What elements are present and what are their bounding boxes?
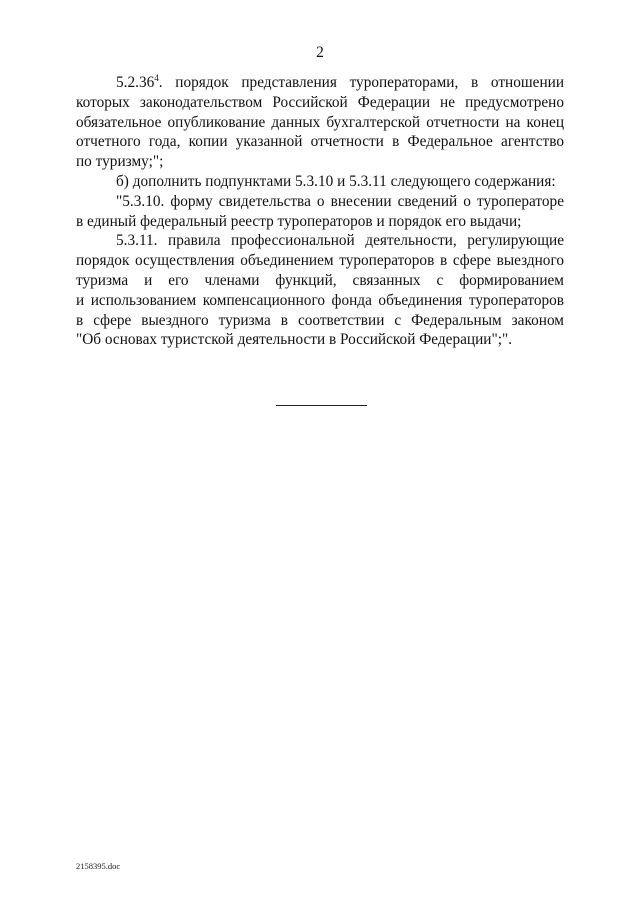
paragraph-line: обязательное опубликование данных бухгалтерской отчетности на конец — [76, 113, 564, 131]
paragraph-line: по туризму;"; — [76, 153, 164, 171]
paragraph-line: порядок осуществления объединением туроператоров в сфере выездного — [76, 252, 564, 270]
paragraph-line: которых законодательством Российской Федерации не предусмотрено — [76, 93, 564, 111]
item-superscript: 4 — [154, 72, 159, 83]
paragraph-5-3-11 — [76, 231, 564, 350]
paragraph-5-3-10 — [76, 192, 564, 232]
paragraph-text: . порядок представления туроператорами, в отношении — [158, 74, 564, 91]
paragraph-line: и использованием компенсационного фонда объединения туроператоров — [76, 291, 564, 309]
item-number: 5.2.36 — [116, 74, 155, 91]
paragraph-line: 5.3.11. правила профессиональной деятельности, регулирующие — [116, 232, 564, 250]
paragraph-line: "Об основах туристской деятельности в Российской Федерации";". — [76, 331, 513, 349]
paragraph-line: туризма и его членами функций, связанных с формированием — [76, 271, 564, 289]
paragraph-line: в единый федеральный реестр туроператоров и порядок его выдачи; — [76, 212, 522, 230]
page-number: 2 — [316, 44, 324, 61]
paragraph-line: в сфере выездного туризма в соответствии с Федеральным законом — [76, 311, 564, 329]
paragraph-line — [76, 73, 564, 93]
paragraph-amend-b — [76, 172, 564, 192]
footer-file-name: 2158395.doc — [76, 861, 121, 871]
document-body — [76, 73, 564, 350]
paragraph-line: "5.3.10. форму свидетельства о внесении сведений о туроператоре — [116, 192, 564, 210]
paragraph-5-2-36 — [76, 73, 564, 172]
paragraph-line: б) дополнить подпунктами 5.3.10 и 5.3.11 следующего содержания: — [116, 172, 556, 190]
end-of-text-divider — [276, 405, 367, 406]
paragraph-line: отчетного года, копии указанной отчетности в Федеральное агентство — [76, 133, 564, 151]
